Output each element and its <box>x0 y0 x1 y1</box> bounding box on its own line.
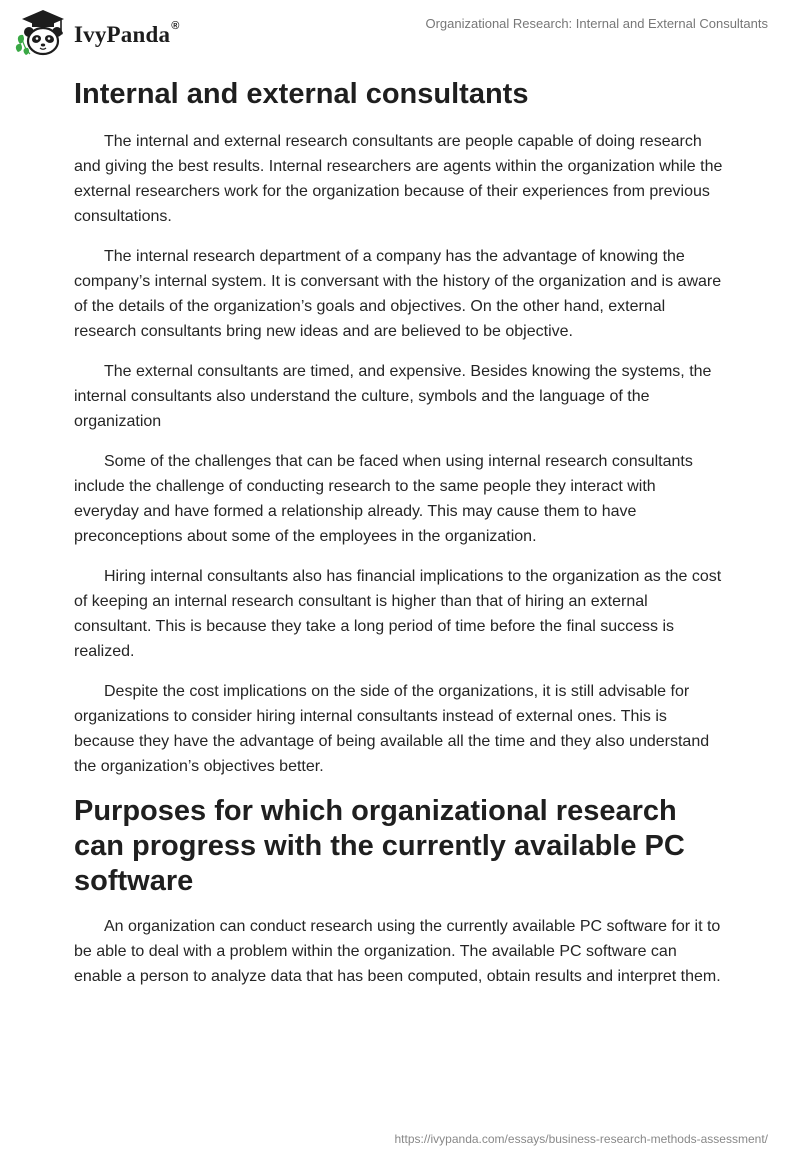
ivypanda-logo[interactable] <box>14 8 180 58</box>
section-heading-consultants: Internal and external consultants <box>74 78 529 110</box>
section-heading-pc-software: Purposes for which organizational research can progress with the currently available PC software <box>74 795 685 897</box>
essay-content <box>74 70 724 1004</box>
paragraph: Some of the challenges that can be faced when using internal research consultants include the challenge of conducting research to the same people they interact with everyday and have formed a relationship already. This may cause them to have preconceptions about some of the employees in the organization. <box>74 453 693 545</box>
page-header <box>0 0 800 64</box>
registered-mark: ® <box>171 20 180 32</box>
brand-name: IvyPanda® <box>74 20 180 47</box>
source-url[interactable]: https://ivypanda.com/essays/business-research-methods-assessment/ <box>394 1132 768 1146</box>
paragraph: Hiring internal consultants also has financial implications to the organization as the cost of keeping an internal research consultant is higher than that of hiring an external consultant. This is because they take a long period of time before the final success is realized. <box>74 568 722 660</box>
paragraph: Despite the cost implications on the side of the organizations, it is still advisable for organizations to consider hiring internal consultants instead of external ones. This is because they have the advantage of being available all the time and they also understand the organization’s objectives better. <box>74 683 710 775</box>
paragraph: The external consultants are timed, and expensive. Besides knowing the systems, the internal consultants also understand the culture, symbols and the language of the organization <box>74 363 712 430</box>
paragraph: An organization can conduct research using the currently available PC software for it to be able to deal with a problem within the organization. The available PC software can enable a person to analyze data that has been computed, obtain results and interpret them. <box>74 918 721 985</box>
paragraph: The internal research department of a company has the advantage of knowing the company’s internal system. It is conversant with the history of the organization and is aware of the details of the organization’s goals and objectives. On the other hand, external research consultants bring new ideas and are believed to be objective. <box>74 248 722 340</box>
panda-graduation-cap-icon <box>14 8 72 58</box>
running-title: Organizational Research: Internal and External Consultants <box>425 16 768 31</box>
paragraph: The internal and external research consultants are people capable of doing research and giving the best results. Internal researchers are agents within the organization while the external researchers work for the organization because of their experiences from previous consultations. <box>74 133 723 225</box>
